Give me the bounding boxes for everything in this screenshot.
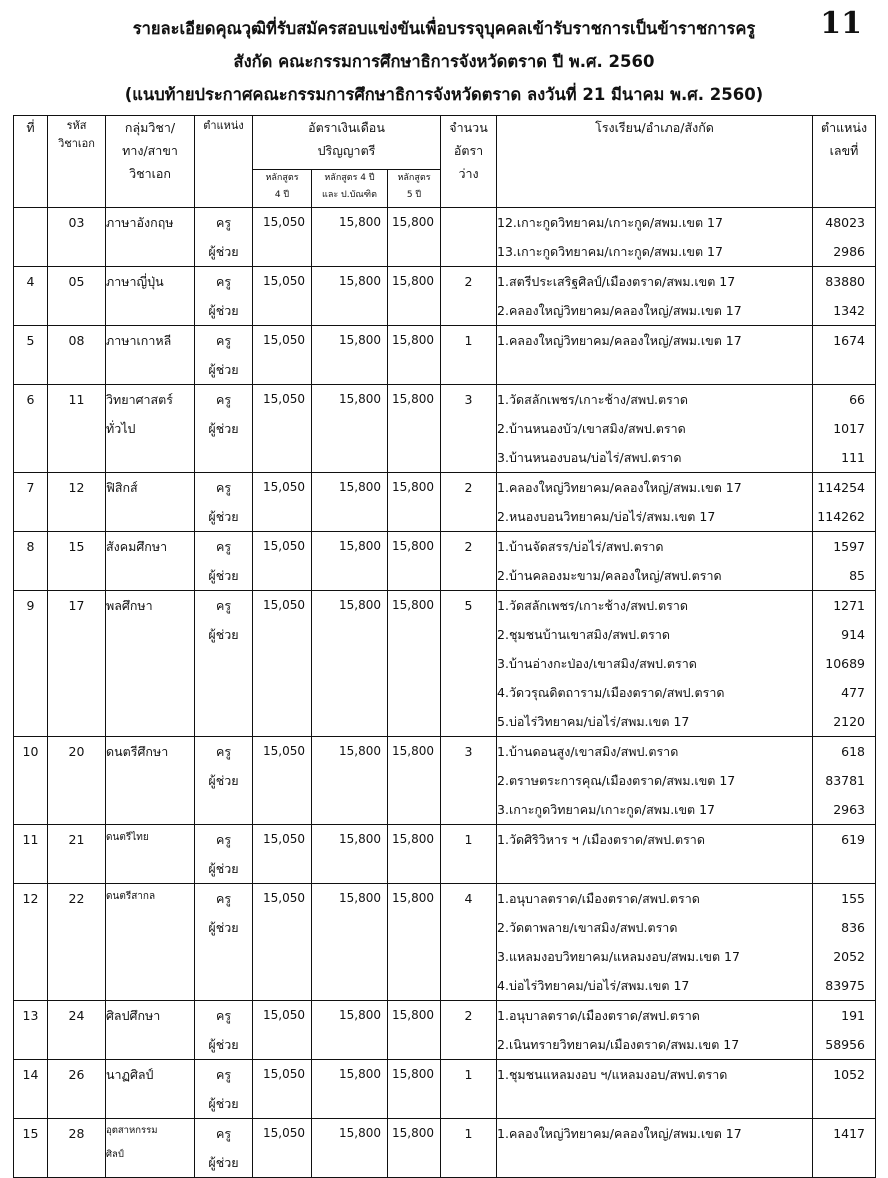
salary-4yr: 15,050 — [253, 825, 312, 884]
salary-4yr-cert: 15,800 — [312, 737, 388, 825]
position-number: 83880 — [825, 274, 866, 289]
header-title: รายละเอียดคุณวุฒิที่รับสมัครสอบแข่งขันเพื่อบรรจุบุคคลเข้ารับราชการเป็นข้าราชการครู — [132, 19, 756, 38]
subject-name: ภาษาอังกฤษ — [106, 208, 195, 267]
row-number: 11 — [14, 825, 48, 884]
salary-5yr: 15,800 — [388, 326, 441, 385]
position-number: 2120 — [833, 714, 866, 729]
row-number: 6 — [14, 385, 48, 473]
page-number: 11 — [820, 6, 862, 41]
salary-5yr: 15,800 — [388, 825, 441, 884]
table-row — [14, 385, 876, 473]
salary-5yr: 15,800 — [388, 737, 441, 825]
row-number: 8 — [14, 532, 48, 591]
school-entry: 4.บ่อไร่วิทยาคม/บ่อไร่/สพม.เขต 17 — [497, 978, 690, 993]
vacancy-count: 2 — [441, 1001, 497, 1060]
salary-4yr-cert: 15,800 — [312, 532, 388, 591]
school-entry: 2.คลองใหญ่วิทยาคม/คลองใหญ่/สพม.เขต 17 — [497, 303, 742, 318]
salary-4yr-cert: 15,800 — [312, 385, 388, 473]
school-entry: 1.บ้านดอนสูง/เขาสมิง/สพป.ตราด — [497, 744, 679, 759]
school-entry: 3.บ้านอ่างกะป่อง/เขาสมิง/สพป.ตราด — [497, 656, 697, 671]
position-number: 83975 — [825, 978, 866, 993]
row-number: 7 — [14, 473, 48, 532]
school-entry: 2.ตราษตระการคุณ/เมืองตราด/สพม.เขต 17 — [497, 773, 736, 788]
subject-name: ฟิสิกส์ — [106, 473, 195, 532]
subject-code: 26 — [48, 1060, 106, 1119]
school-entry: 2.บ้านคลองมะขาม/คลองใหญ่/สพป.ตราด — [497, 568, 722, 583]
vacancy-count: 3 — [441, 737, 497, 825]
salary-4yr-cert: 15,800 — [312, 473, 388, 532]
row-number: 13 — [14, 1001, 48, 1060]
subject-code: 08 — [48, 326, 106, 385]
position-number-list — [813, 208, 876, 267]
table-row — [14, 737, 876, 825]
position-number: 2963 — [833, 802, 866, 817]
school-entry: 2.วัดตาพลาย/เขาสมิง/สพป.ตราด — [497, 920, 678, 935]
position-title: ครู ผู้ช่วย — [195, 737, 253, 825]
school-entry — [497, 854, 812, 883]
salary-4yr: 15,050 — [253, 737, 312, 825]
subject-code: 21 — [48, 825, 106, 884]
position-title: ครู ผู้ช่วย — [195, 1060, 253, 1119]
document-header — [0, 12, 888, 111]
col-salary: อัตราเงินเดือน ปริญญาตรี — [253, 116, 441, 170]
row-number: 9 — [14, 591, 48, 737]
subject-code: 15 — [48, 532, 106, 591]
position-title: ครู ผู้ช่วย — [195, 825, 253, 884]
position-number — [813, 1148, 875, 1177]
school-entry: 1.บ้านจัดสรร/บ่อไร่/สพป.ตราด — [497, 539, 664, 554]
subject-code: 28 — [48, 1119, 106, 1178]
salary-4yr-cert: 15,800 — [312, 825, 388, 884]
subject-name: นาฏศิลป์ — [106, 1060, 195, 1119]
school-list — [497, 1060, 813, 1119]
salary-5yr: 15,800 — [388, 267, 441, 326]
header-subtitle: สังกัด คณะกรรมการศึกษาธิการจังหวัดตราด ปี พ.ศ. 2560 — [233, 52, 655, 71]
salary-4yr-cert: 15,800 — [312, 1060, 388, 1119]
salary-4yr: 15,050 — [253, 1001, 312, 1060]
position-number: 1271 — [833, 598, 866, 613]
position-number: 619 — [841, 832, 866, 847]
position-number: 1017 — [833, 421, 866, 436]
school-entry: 1.คลองใหญ่วิทยาคม/คลองใหญ่/สพม.เขต 17 — [497, 480, 742, 495]
salary-5yr: 15,800 — [388, 1060, 441, 1119]
vacancy-count: 2 — [441, 267, 497, 326]
position-number-list — [813, 737, 876, 825]
school-entry: 1.วัดสลักเพชร/เกาะช้าง/สพป.ตราด — [497, 598, 688, 613]
position-number: 191 — [841, 1008, 866, 1023]
table-body — [14, 208, 876, 1178]
subject-name: ดนตรีศึกษา — [106, 737, 195, 825]
position-number-list — [813, 1060, 876, 1119]
school-entry: 4.วัดวรุณดิตถาราม/เมืองตราด/สพป.ตราด — [497, 685, 725, 700]
vacancy-count: 5 — [441, 591, 497, 737]
position-number-list — [813, 591, 876, 737]
subject-code: 17 — [48, 591, 106, 737]
salary-4yr-cert: 15,800 — [312, 267, 388, 326]
salary-4yr: 15,050 — [253, 208, 312, 267]
table-row — [14, 1001, 876, 1060]
salary-4yr: 15,050 — [253, 591, 312, 737]
school-entry: 5.บ่อไร่วิทยาคม/บ่อไร่/สพม.เขต 17 — [497, 714, 690, 729]
table-row — [14, 267, 876, 326]
table-row — [14, 208, 876, 267]
qualification-table — [13, 115, 876, 1178]
school-entry: 3.แหลมงอบวิทยาคม/แหลมงอบ/สพม.เขต 17 — [497, 949, 740, 964]
position-number-list — [813, 326, 876, 385]
position-number: 48023 — [825, 215, 866, 230]
salary-4yr: 15,050 — [253, 532, 312, 591]
subject-code: 20 — [48, 737, 106, 825]
position-title: ครู ผู้ช่วย — [195, 1001, 253, 1060]
salary-4yr-cert: 15,800 — [312, 208, 388, 267]
school-entry: 2.หนองบอนวิทยาคม/บ่อไร่/สพม.เขต 17 — [497, 509, 716, 524]
subject-code: 12 — [48, 473, 106, 532]
school-entry — [497, 355, 812, 384]
position-number: 66 — [849, 392, 866, 407]
subject-name: ศิลปศึกษา — [106, 1001, 195, 1060]
position-title: ครู ผู้ช่วย — [195, 267, 253, 326]
table-row — [14, 825, 876, 884]
position-title: ครู ผู้ช่วย — [195, 532, 253, 591]
table-row — [14, 884, 876, 1001]
position-number — [813, 1089, 875, 1118]
school-list — [497, 1119, 813, 1178]
subject-code: 05 — [48, 267, 106, 326]
school-entry: 1.วัดสลักเพชร/เกาะช้าง/สพป.ตราด — [497, 392, 688, 407]
school-entry: 1.คลองใหญ่วิทยาคม/คลองใหญ่/สพม.เขต 17 — [497, 333, 742, 348]
school-list — [497, 208, 813, 267]
school-entry — [497, 1148, 812, 1177]
vacancy-count: 2 — [441, 473, 497, 532]
school-entry: 3.บ้านหนองบอน/บ่อไร่/สพป.ตราด — [497, 450, 682, 465]
salary-4yr-cert: 15,800 — [312, 591, 388, 737]
vacancy-count: 3 — [441, 385, 497, 473]
subject-name: วิทยาศาสตร์ ทั่วไป — [106, 385, 195, 473]
position-number-list — [813, 267, 876, 326]
position-number-list — [813, 825, 876, 884]
subject-name: สังคมศึกษา — [106, 532, 195, 591]
salary-5yr: 15,800 — [388, 532, 441, 591]
vacancy-count: 1 — [441, 326, 497, 385]
row-number: 12 — [14, 884, 48, 1001]
salary-4yr-cert: 15,800 — [312, 1001, 388, 1060]
col-salary-4yr-cert: หลักสูตร 4 ปี และ ป.บัณฑิต — [312, 170, 388, 208]
row-number — [14, 208, 48, 267]
position-number-list — [813, 1119, 876, 1178]
school-list — [497, 737, 813, 825]
vacancy-count: 1 — [441, 1119, 497, 1178]
vacancy-count: 4 — [441, 884, 497, 1001]
school-list — [497, 1001, 813, 1060]
col-position: ตำแหน่ง — [195, 116, 253, 208]
table-row — [14, 1060, 876, 1119]
position-number: 2052 — [833, 949, 866, 964]
school-entry: 1.อนุบาลตราด/เมืองตราด/สพป.ตราด — [497, 891, 700, 906]
salary-4yr: 15,050 — [253, 473, 312, 532]
position-title: ครู ผู้ช่วย — [195, 591, 253, 737]
salary-5yr: 15,800 — [388, 473, 441, 532]
salary-4yr-cert: 15,800 — [312, 326, 388, 385]
salary-4yr: 15,050 — [253, 326, 312, 385]
salary-4yr-cert: 15,800 — [312, 1119, 388, 1178]
school-entry: 3.เกาะกูดวิทยาคม/เกาะกูด/สพม.เขต 17 — [497, 802, 715, 817]
position-number: 155 — [841, 891, 866, 906]
row-number: 10 — [14, 737, 48, 825]
school-entry: 1.วัดศิริวิหาร ฯ /เมืองตราด/สพป.ตราด — [497, 832, 705, 847]
salary-5yr: 15,800 — [388, 884, 441, 1001]
vacancy-count — [441, 208, 497, 267]
position-number-list — [813, 532, 876, 591]
salary-5yr: 15,800 — [388, 1119, 441, 1178]
col-vacancy: จำนวน อัตรา ว่าง — [441, 116, 497, 208]
table-row — [14, 532, 876, 591]
school-entry: 13.เกาะกูดวิทยาคม/เกาะกูด/สพม.เขต 17 — [497, 244, 723, 259]
salary-4yr: 15,050 — [253, 1060, 312, 1119]
school-list — [497, 267, 813, 326]
school-entry: 1.อนุบาลตราด/เมืองตราด/สพป.ตราด — [497, 1008, 700, 1023]
position-title: ครู ผู้ช่วย — [195, 1119, 253, 1178]
col-school: โรงเรียน/อำเภอ/สังกัด — [497, 116, 813, 208]
position-number: 2986 — [833, 244, 866, 259]
row-number: 5 — [14, 326, 48, 385]
school-entry: 1.คลองใหญ่วิทยาคม/คลองใหญ่/สพม.เขต 17 — [497, 1126, 742, 1141]
position-title: ครู ผู้ช่วย — [195, 884, 253, 1001]
school-entry: 12.เกาะกูดวิทยาคม/เกาะกูด/สพม.เขต 17 — [497, 215, 723, 230]
school-entry: 2.ชุมชนบ้านเขาสมิง/สพป.ตราด — [497, 627, 670, 642]
position-number: 10689 — [825, 656, 866, 671]
subject-name: ภาษาเกาหลี — [106, 326, 195, 385]
position-number: 83781 — [825, 773, 866, 788]
position-title: ครู ผู้ช่วย — [195, 208, 253, 267]
salary-5yr: 15,800 — [388, 385, 441, 473]
position-number: 1674 — [833, 333, 866, 348]
position-number-list — [813, 1001, 876, 1060]
col-salary-5yr: หลักสูตร 5 ปี — [388, 170, 441, 208]
position-number: 477 — [841, 685, 866, 700]
table-row — [14, 326, 876, 385]
position-number — [813, 355, 875, 384]
salary-5yr: 15,800 — [388, 591, 441, 737]
school-list — [497, 473, 813, 532]
table-row — [14, 1119, 876, 1178]
position-number: 114262 — [817, 509, 866, 524]
school-list — [497, 532, 813, 591]
school-entry: 1.ชุมชนแหลมงอบ ฯ/แหลมงอบ/สพป.ตราด — [497, 1067, 728, 1082]
position-number-list — [813, 473, 876, 532]
row-number: 4 — [14, 267, 48, 326]
col-code: รหัส วิชาเอก — [48, 116, 106, 208]
position-number: 1342 — [833, 303, 866, 318]
salary-4yr: 15,050 — [253, 1119, 312, 1178]
position-number: 914 — [841, 627, 866, 642]
row-number: 14 — [14, 1060, 48, 1119]
subject-name: ดนตรีไทย — [106, 825, 195, 884]
salary-4yr-cert: 15,800 — [312, 884, 388, 1001]
salary-5yr: 15,800 — [388, 1001, 441, 1060]
position-number: 1417 — [833, 1126, 866, 1141]
school-entry — [497, 1089, 812, 1118]
school-list — [497, 884, 813, 1001]
school-list — [497, 326, 813, 385]
subject-code: 24 — [48, 1001, 106, 1060]
vacancy-count: 1 — [441, 1060, 497, 1119]
vacancy-count: 1 — [441, 825, 497, 884]
col-position-number: ตำแหน่ง เลขที่ — [813, 116, 876, 208]
subject-name: ภาษาญี่ปุ่น — [106, 267, 195, 326]
salary-4yr: 15,050 — [253, 884, 312, 1001]
subject-code: 22 — [48, 884, 106, 1001]
position-number: 111 — [841, 450, 866, 465]
salary-5yr: 15,800 — [388, 208, 441, 267]
subject-name: พลศึกษา — [106, 591, 195, 737]
school-list — [497, 825, 813, 884]
school-list — [497, 385, 813, 473]
school-entry: 2.บ้านหนองบัว/เขาสมิง/สพป.ตราด — [497, 421, 686, 436]
position-title: ครู ผู้ช่วย — [195, 326, 253, 385]
position-number: 1597 — [833, 539, 866, 554]
salary-4yr: 15,050 — [253, 267, 312, 326]
subject-code: 11 — [48, 385, 106, 473]
school-entry: 2.เนินทรายวิทยาคม/เมืองตราด/สพม.เขต 17 — [497, 1037, 740, 1052]
position-number-list — [813, 385, 876, 473]
table-header — [14, 116, 876, 208]
school-list — [497, 591, 813, 737]
position-number: 618 — [841, 744, 866, 759]
row-number: 15 — [14, 1119, 48, 1178]
subject-name: อุตสาหกรรม ศิลป์ — [106, 1119, 195, 1178]
position-number: 85 — [849, 568, 866, 583]
col-salary-4yr: หลักสูตร 4 ปี — [253, 170, 312, 208]
position-number: 836 — [841, 920, 866, 935]
salary-4yr: 15,050 — [253, 385, 312, 473]
position-number-list — [813, 884, 876, 1001]
table-row — [14, 591, 876, 737]
subject-code: 03 — [48, 208, 106, 267]
position-number: 58956 — [825, 1037, 866, 1052]
position-number: 1052 — [833, 1067, 866, 1082]
subject-name: ดนตรีสากล — [106, 884, 195, 1001]
position-title: ครู ผู้ช่วย — [195, 473, 253, 532]
vacancy-count: 2 — [441, 532, 497, 591]
position-title: ครู ผู้ช่วย — [195, 385, 253, 473]
col-subject: กลุ่มวิชา/ ทาง/สาขา วิชาเอก — [106, 116, 195, 208]
school-entry: 1.สตรีประเสริฐศิลป์/เมืองตราด/สพม.เขต 17 — [497, 274, 736, 289]
table-row — [14, 473, 876, 532]
position-number — [813, 854, 875, 883]
header-reference: (แนบท้ายประกาศคณะกรรมการศึกษาธิการจังหวัดตราด ลงวันที่ 21 มีนาคม พ.ศ. 2560) — [124, 85, 764, 104]
position-number: 114254 — [817, 480, 866, 495]
col-no: ที่ — [14, 116, 48, 208]
